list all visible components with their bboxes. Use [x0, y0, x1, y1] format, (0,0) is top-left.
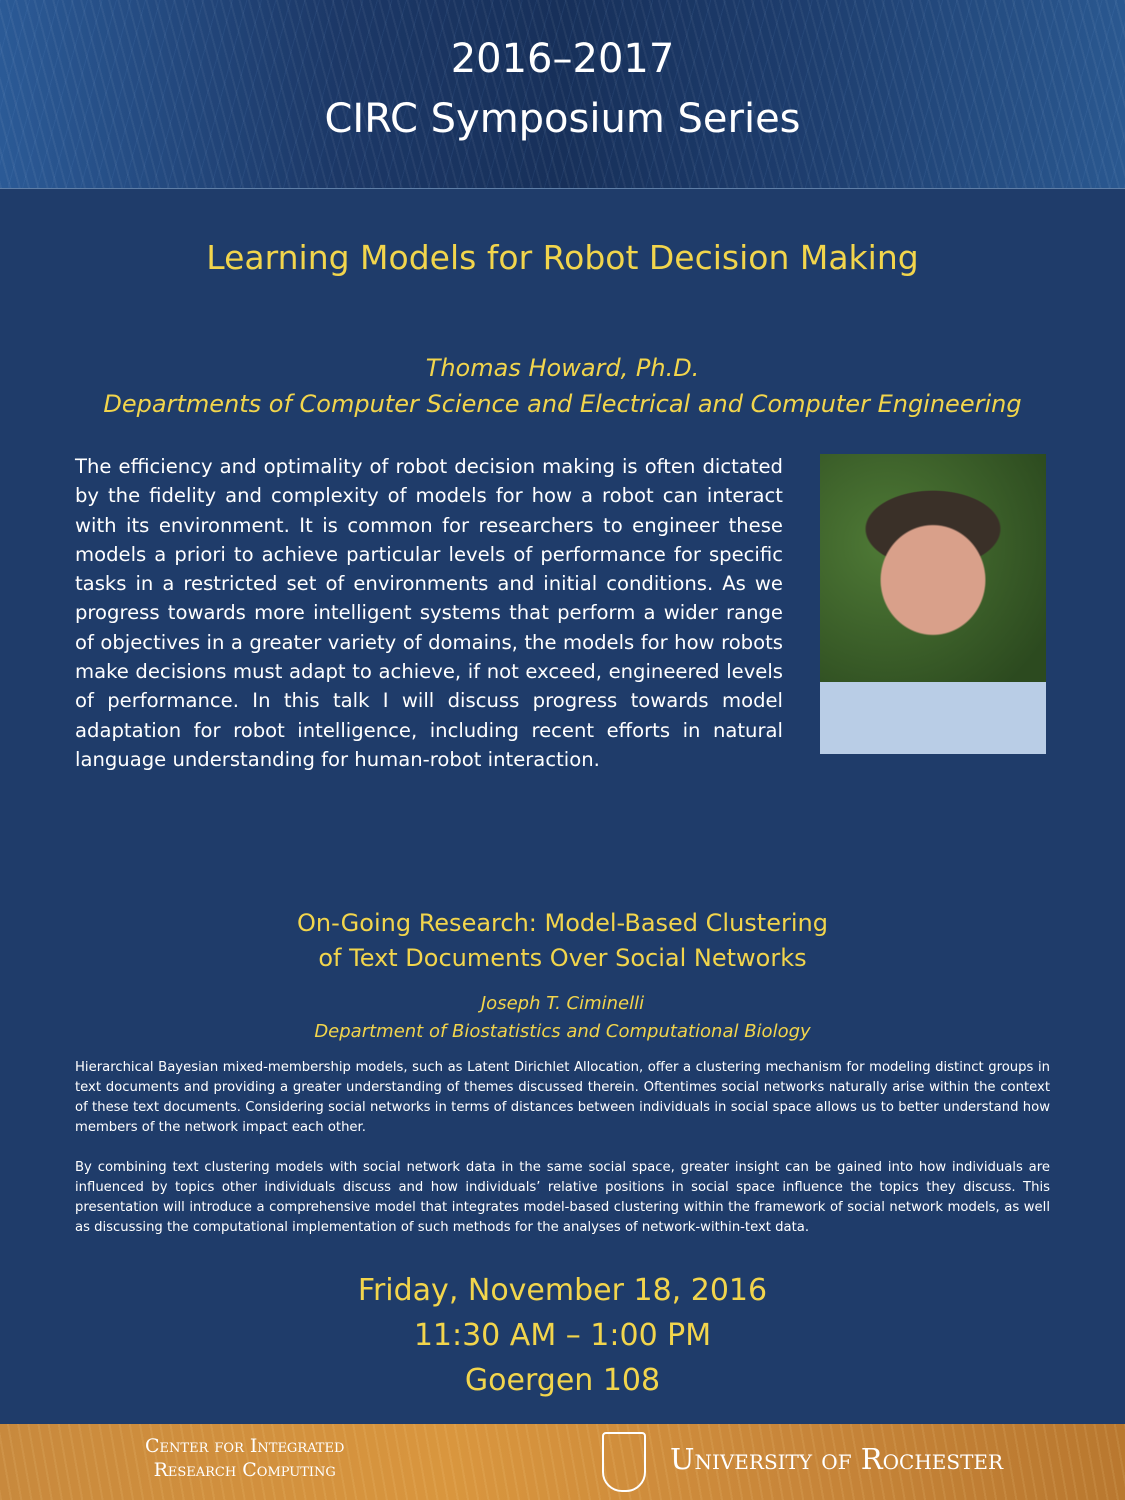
- talk2-department: Department of Biostatistics and Computational Biology: [314, 1021, 811, 1042]
- talk1-speaker: Thomas Howard, Ph.D.: [425, 354, 700, 382]
- talk2-abstract-p2: By combining text clustering models with social network data in the same social space, greater insight can be gained into how individuals are influenced by topics other individuals discuss and how individuals’ relative positions in social space influence the topics they discuss. This presentation will introduce a comprehensive model that integrates model-based clustering within the framework of social network models, as well as discussing the computational implementation of such methods for the analyses of network-within-text data.: [75, 1160, 1050, 1235]
- university-logo: University of Rochester: [670, 1442, 1004, 1476]
- talk1-title: Learning Models for Robot Decision Making: [206, 238, 919, 277]
- series-year: 2016–2017: [450, 36, 675, 82]
- circ-logo-line2: Research Computing: [153, 1459, 336, 1481]
- talk2-title-line2: of Text Documents Over Social Networks: [318, 944, 807, 972]
- circ-logo: [145, 1434, 344, 1482]
- event-details: [0, 1268, 1125, 1403]
- talk1-speaker-block: [0, 350, 1125, 422]
- speaker-photo: [820, 454, 1046, 754]
- talk1-abstract: The efficiency and optimality of robot decision making is often dictated by the fidelity and complexity of models for how a robot can interact with its environment. It is common for researchers to engineer these models a priori to achieve particular levels of performance for specific tasks in a restricted set of environments and initial conditions. As we progress towards more intelligent systems that perform a wider range of objectives in a greater variety of domains, the models for how robots make decisions must adapt to achieve, if not exceed, engineered levels of performance. In this talk I will discuss progress towards model adaptation for robot intelligence, including recent efforts in natural language understanding for human-robot interaction.: [75, 455, 783, 771]
- circ-logo-line1: Center for Integrated: [145, 1435, 345, 1457]
- university-shield-icon: [602, 1432, 646, 1492]
- event-time: 11:30 AM – 1:00 PM: [413, 1318, 712, 1353]
- series-title: CIRC Symposium Series: [324, 96, 801, 142]
- talk2-abstract-p1: Hierarchical Bayesian mixed-membership models, such as Latent Dirichlet Allocation, offer a clustering mechanism for modeling distinct groups in text documents and providing a greater understanding of themes discussed therein. Oftentimes social networks naturally arise within the context of these text documents. Considering social networks in terms of distances between individuals in social space allows us to better understand how members of the network impact each other.: [75, 1060, 1050, 1135]
- talk2-title: [0, 906, 1125, 976]
- event-date: Friday, November 18, 2016: [357, 1273, 768, 1308]
- event-location: Goergen 108: [464, 1363, 661, 1398]
- header-banner: [0, 0, 1125, 189]
- talk2-speaker-block: [0, 990, 1125, 1046]
- talk2-title-line1: On-Going Research: Model-Based Clustering: [297, 909, 828, 937]
- talk1-department: Departments of Computer Science and Electrical and Computer Engineering: [103, 390, 1022, 418]
- talk2-speaker: Joseph T. Ciminelli: [480, 993, 645, 1014]
- footer-banner: [0, 1424, 1125, 1500]
